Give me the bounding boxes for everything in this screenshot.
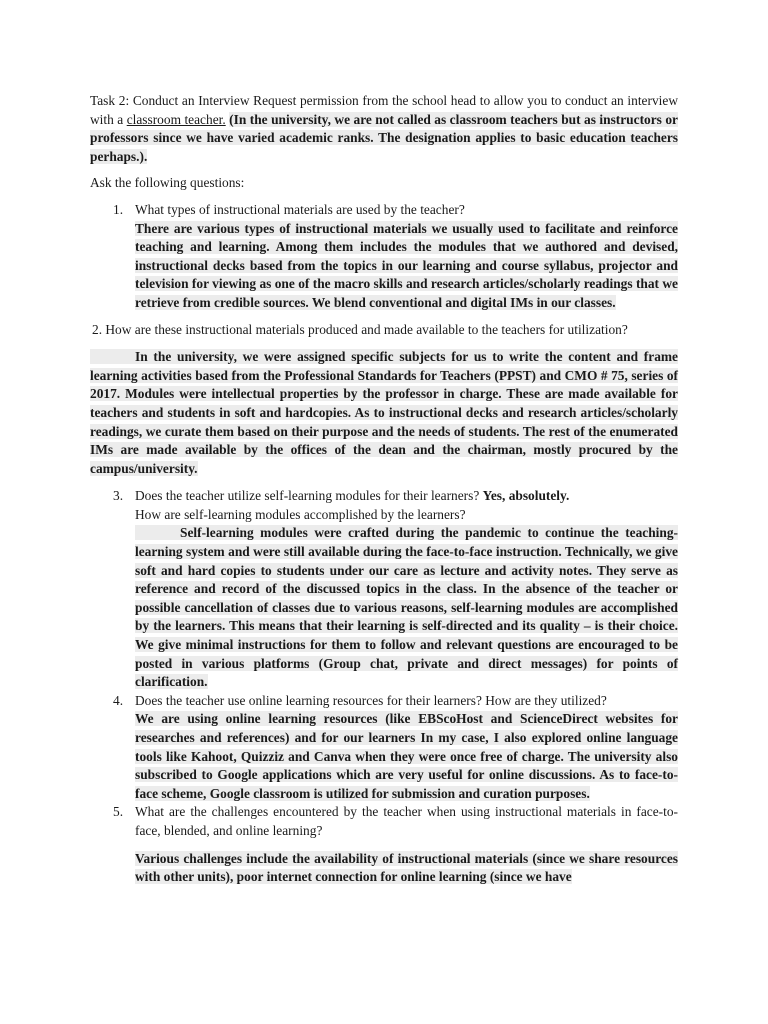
question-3	[90, 487, 678, 692]
question-3-followup: How are self-learning modules accomplished by the learners?	[135, 506, 466, 522]
answer-1: There are various types of instructional materials we usually used to facilitate and reinforce teaching and learning. Among them includes the modules that we authored and devised, instructional decks based from the topics in our learning and course syllabus, projector and television for viewing as one of the macro skills and research articles/scholarly readings that we retrieve from credible sources. We blend conventional and digital IMs in our classes.	[135, 220, 678, 310]
question-5-text: What are the challenges encountered by the teacher when using instructional materials in face-to-face, blended, and online learning?	[135, 804, 678, 838]
question-4	[90, 692, 678, 804]
question-1	[90, 201, 678, 313]
question-3-short-answer: Yes, absolutely.	[482, 488, 570, 504]
question-4-number: 4.	[113, 692, 124, 708]
question-3-text: Does the teacher utilize self-learning modules for their learners?	[135, 488, 480, 504]
question-3-number: 3.	[113, 488, 124, 504]
question-5	[90, 803, 678, 886]
answer-5: Various challenges include the availability of instructional materials (since we share resources with other units), poor internet connection for online learning (since we have	[135, 850, 678, 885]
answer-3: Self-learning modules were crafted during the pandemic to continue the teaching-learning system and were still available during the face-to-face instruction. Technically, we give soft and hard copies to students under our care as lecture and activity notes. They serve as reference and record of the discussed topics in the class. In the absence of the teacher or possible cancellation of classes due to various reasons, self-learning modules are accomplished by the learners. This means that their learning is self-directed and its quality – is their choice. We give minimal instructions for them to follow and relevant questions are encouraged to be posted in various platforms (Group chat, private and direct messages) for points of clarification.	[135, 525, 678, 690]
question-5-number: 5.	[113, 804, 124, 820]
task-lead: Task 2: Conduct an Interview Request permission from the school head to allow you to conduct an interview with a	[90, 93, 678, 127]
answer-4: We are using online learning resources (like EBScoHost and ScienceDirect websites for researches and references) and for our learners In my case, I also explored online language tools like Kahoot, Quizziz and Canva when they were once free of charge. The university also subscribed to Google applications which are very useful for online discussions. As to face-to-face scheme, Google classroom is utilized for submission and curation purposes.	[135, 711, 678, 801]
answer-2-paragraph	[90, 348, 678, 478]
question-1-number: 1.	[113, 201, 124, 217]
question-4-text: Does the teacher use online learning resources for their learners? How are they utilized?	[135, 692, 607, 708]
answer-2: In the university, we were assigned specific subjects for us to write the content and frame learning activities based from the Professional Standards for Teachers (PPST) and CMO # 75, series of 2017. Modules were intellectual properties by the professor in charge. These are made available for teachers and students in soft and hardcopies. As to instructional decks and research articles/scholarly readings, we curate them based on their purpose and the needs of students. The rest of the enumerated IMs are made available by the offices of the dean and the chairman, mostly procured by the campus/university.	[90, 349, 678, 476]
task-instruction	[90, 92, 678, 166]
ask-heading: Ask the following questions:	[90, 175, 245, 191]
task-note: (In the university, we are not called as classroom teachers but as instructors or professors since we have varied academic ranks. The designation applies to basic education teachers perhaps.).	[90, 111, 678, 164]
question-2-text: 2. How are these instructional materials produced and made available to the teachers for utilization?	[92, 321, 628, 337]
question-1-text: What types of instructional materials are used by the teacher?	[135, 201, 465, 217]
task-underlined: classroom teacher.	[126, 111, 226, 127]
question-3-line	[135, 487, 678, 506]
